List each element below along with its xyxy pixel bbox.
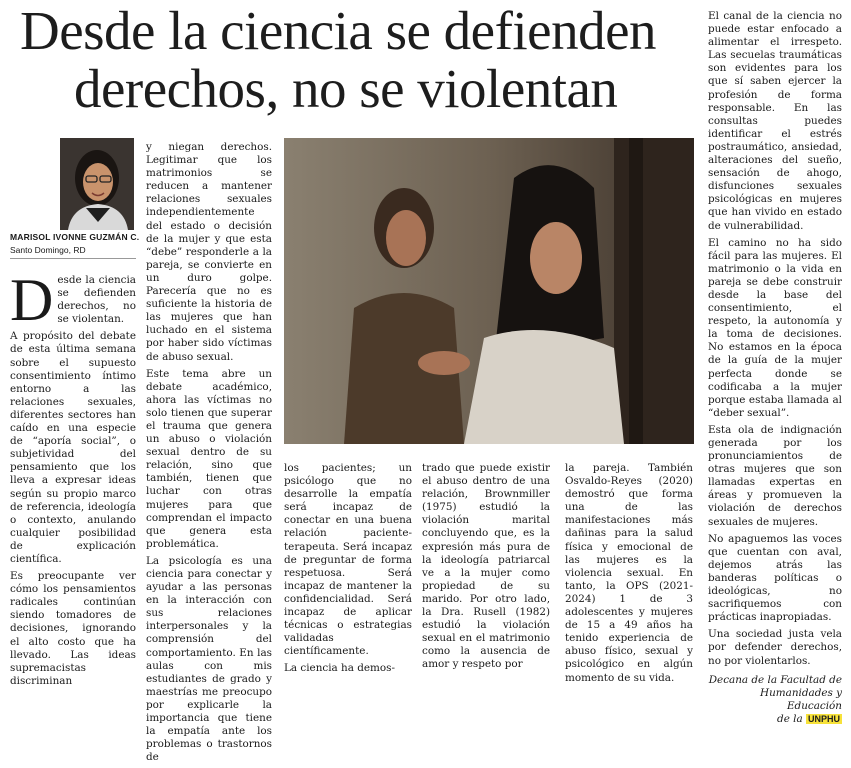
author-portrait-photo: [60, 138, 134, 230]
headline-line-1: Desde la ciencia se defienden: [20, 0, 656, 61]
paragraph: Esta ola de indignación generada por los pronunciamientos de otras mujeres que son llamadas expertas en áreas y promueven la violación de derechos sexuales de mujeres.: [708, 423, 842, 528]
paragraph: La psicología es una ciencia para conectar y ayudar a las personas en la interacción con sus relaciones interpersonales y la comprensión del comportamiento. En las aulas con mis estudiantes de grado y maestrías me preocupo por explicarle la importancia que tiene la empatía ante los problemas o trastornos de: [146, 554, 272, 764]
intro-paragraph: [10, 267, 136, 333]
column-3: [284, 462, 412, 680]
column-5: [565, 462, 693, 689]
paragraph: El canal de la ciencia no puede estar enfocado a alimentar el irrespeto. Las secuelas traumáticas son evidentes para los que sí saben ejercer la profesión de forma responsable. En las consultas puedes identificar el estrés postraumático, ansiedad, alteraciones del sueño, sensación de ahogo, disfunciones sexuales psicológicas en mujeres que han vivido en estado de vulnerabilidad.: [708, 10, 842, 232]
paragraph: La ciencia ha demos-: [284, 662, 395, 675]
column-4: [422, 462, 550, 676]
signature-connector: de la: [777, 712, 803, 725]
paragraph: A propósito del debate de esta última semana sobre el supuesto consentimiento íntimo entorno a las relaciones sexuales, diferentes sectores han caído en una especie de “aporía social”, o subjetividad del pensamiento que los lleva a expresar ideas según su propio marco de referencia, ideología o contexto, anulando cualquier posibilidad de explicación científica.: [10, 330, 136, 565]
column-1: [10, 267, 136, 692]
paragraph: Una sociedad justa vela por defender derechos, no por violentarlos.: [708, 628, 842, 667]
intro-text: esde la ciencia se defienden derechos, no se violentan.: [57, 274, 136, 326]
drop-cap: D: [10, 267, 54, 333]
signature-title: Decana de la Facultad de Humanidades y Educación: [708, 673, 842, 712]
paragraph: trado que puede existir el abuso dentro de una relación, Brownmiller (1975) estudió la violación marital concluyendo que, es la expresión más pura de la ideología patriarcal ve a la mujer como propiedad de su marido. Por otro lado, la Dra. Rusell (1982) estudió la violación sexual en el matrimonio como la ausencia de amor y respeto por: [422, 462, 550, 671]
column-2: [146, 141, 272, 768]
author-location: Santo Domingo, RD: [10, 245, 86, 255]
paragraph: los pacientes; un psicólogo que no desarrolle la empatía será incapaz de conectar en una buena relación paciente- terapeuta. Será incapaz de preguntar de forma respetuosa. Será incapaz de mantener la confidencialidad. Será incapaz de aplicar técnicas o estrategias validadas científicamente.: [284, 462, 412, 658]
paragraph: y niegan derechos. Legitimar que los matrimonios se reducen a mantener relaciones sexuales independientemente del estado o decisión de la mujer y que esta “debe” responderle a la pareja, se convierte en un duro golpe. Parecería que no es suficiente la historia de las mujeres que han luchado en el sistema por haber sido víctimas de abuso sexual.: [146, 141, 272, 363]
paragraph: Este tema abre un debate académico, ahora las víctimas no solo tienen que superar el trauma que genera un abuso o violación sexual dentro de su relación, sino que también, tienen que luchar con otras mujeres para que comprendan el impacto que genera esta problemática.: [146, 367, 272, 550]
author-signature: [708, 674, 842, 726]
author-name: MARISOL IVONNE GUZMÁN C.: [10, 232, 140, 242]
paragraph: El camino no ha sido fácil para las mujeres. El matrimonio o la vida en pareja se debe construir desde la base del consentimiento, el respeto, la autonomía y la toma de decisiones. No estamos en la época de la guía de la mujer perfecta donde se codificaba a la mujer porque estaba llamada al “deber sexual”.: [708, 236, 842, 419]
paragraph: la pareja. También Osvaldo-Reyes (2020) demostró que forma una de las manifestaciones más dañinas para la salud física y emocional de las mujeres es la violencia sexual. En tanto, la OPS (2021- 2024) 1 de 3 adolescentes y mujeres de 15 a 49 años ha tenido experiencia de abuso físico, sexual y psicológico en algún momento de su vida.: [565, 462, 693, 684]
paragraph: No apaguemos las voces que cuentan con aval, dejemos atrás las banderas políticas o ideológicas, no sacrifiquemos con prácticas inapropiadas.: [708, 532, 842, 624]
couple-photo: [284, 138, 694, 444]
column-6: [708, 10, 842, 726]
headline-line-2: derechos, no se violentan: [74, 58, 618, 119]
byline-divider: [10, 258, 136, 259]
paragraph: Es preocupante ver cómo los pensamientos radicales continúan siendo tomadores de decisiones, ignorando el alto costo que ha llevado. Las ideas supremacistas discriminan: [10, 570, 136, 687]
unphu-brand-label: UNPHU: [807, 713, 840, 724]
